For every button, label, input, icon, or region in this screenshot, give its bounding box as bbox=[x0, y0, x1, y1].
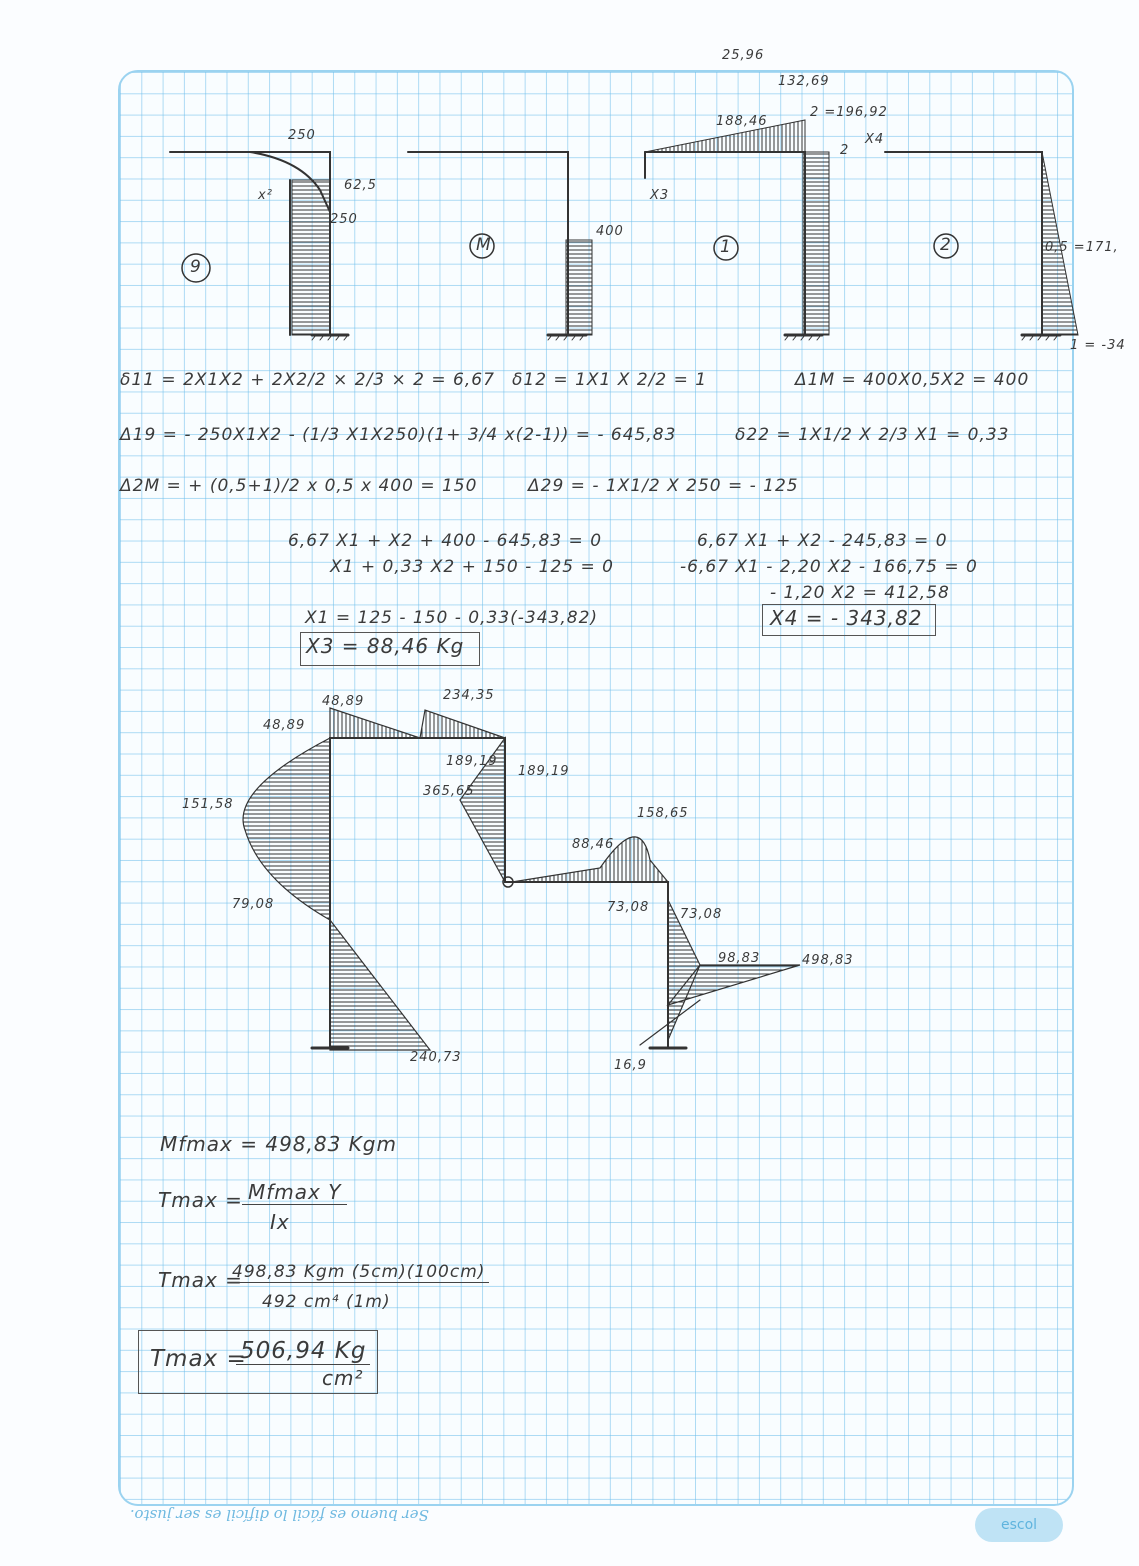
md-label-4889-a: 48,89 bbox=[263, 718, 306, 733]
md-label-4889-b: 48,89 bbox=[322, 694, 365, 709]
result-omax-den: Ix bbox=[270, 1210, 290, 1234]
eq-delta1m: Δ1M = 400X0,5X2 = 400 bbox=[795, 370, 1030, 390]
diagram-2-label-2: 2 bbox=[840, 143, 850, 158]
md-label-8846: 88,46 bbox=[572, 837, 615, 852]
eq-delta22: δ22 = 1X1/2 X 2/3 X1 = 0,33 bbox=[735, 425, 1010, 445]
eq-system-2: X1 + 0,33 X2 + 150 - 125 = 0 bbox=[330, 557, 614, 577]
eq-delta19: Δ19 = - 250X1X2 - (1/3 X1X250)(1+ 3/4 x(2-1)) = - 645,83 bbox=[120, 425, 677, 445]
md-label-18919-a: 189,19 bbox=[446, 754, 498, 769]
eq-delta12: δ12 = 1X1 X 2/2 = 1 bbox=[512, 370, 708, 390]
md-label-15158: 151,58 bbox=[182, 797, 234, 812]
diagram-2-marker: 2 bbox=[940, 235, 952, 255]
diagram-1-frame bbox=[645, 120, 829, 340]
md-label-7908: 79,08 bbox=[232, 897, 275, 912]
eq-system-1: 6,67 X1 + X2 + 400 - 645,83 = 0 bbox=[288, 531, 603, 551]
eq-x1-line: X1 = 125 - 150 - 0,33(-343,82) bbox=[305, 608, 599, 628]
md-label-36565: 365,65 bbox=[423, 784, 475, 799]
md-label-15865: 158,65 bbox=[637, 806, 689, 821]
diagram-9-label-250: 250 bbox=[288, 128, 316, 143]
result-mfmax: Mfmax = 498,83 Kgm bbox=[160, 1132, 397, 1156]
md-label-9883: 98,83 bbox=[718, 951, 761, 966]
diagram-9-label-625: 62,5 bbox=[344, 178, 377, 193]
diagram-2-label-bottom: 1 = -34 bbox=[1070, 338, 1126, 353]
md-label-7308-b: 73,08 bbox=[680, 907, 723, 922]
eq-delta11: δ11 = 2X1X2 + 2X2/2 × 2/3 × 2 = 6,67 bbox=[120, 370, 495, 390]
result-final-lhs: Tmax = bbox=[150, 1346, 247, 1372]
md-label-49883: 498,83 bbox=[802, 953, 854, 968]
diagram-2-label-x4: X4 bbox=[865, 132, 885, 147]
md-label-24073: 240,73 bbox=[410, 1050, 462, 1065]
result-final-num: 506,94 Kg bbox=[236, 1338, 370, 1365]
eq-delta29: Δ29 = - 1X1/2 X 250 = - 125 bbox=[528, 476, 799, 496]
diagram-9-label-250-side: 250 bbox=[330, 212, 358, 227]
diagram-2-label-side: 0,5 =171, bbox=[1045, 240, 1119, 255]
diagram-m-marker: M bbox=[476, 235, 492, 255]
diagram-9-frame bbox=[170, 152, 348, 340]
result-omax2-lhs: Tmax = bbox=[158, 1268, 243, 1292]
diagram-1-marker: 1 bbox=[720, 237, 732, 257]
top-note-2: 132,69 bbox=[778, 74, 830, 89]
top-note-1: 25,96 bbox=[722, 48, 765, 63]
diagram-m-label-400: 400 bbox=[596, 224, 624, 239]
eq-x3-result: X3 = 88,46 Kg bbox=[306, 634, 465, 658]
diagram-1-label-x3: X3 bbox=[650, 188, 670, 203]
md-label-169: 16,9 bbox=[614, 1058, 647, 1073]
result-omax2-num: 498,83 Kgm (5cm)(100cm) bbox=[228, 1262, 489, 1283]
footer-motto: Ser bueno es fácil lo difícil es ser justo. bbox=[130, 1506, 429, 1524]
result-omax2-den: 492 cm⁴ (1m) bbox=[262, 1292, 391, 1312]
diagram-m-frame bbox=[408, 152, 592, 340]
eq-x4-result: X4 = - 343,82 bbox=[770, 606, 923, 630]
moment-diagram-frame bbox=[243, 708, 800, 1050]
brand-logo: escol bbox=[975, 1508, 1063, 1542]
diagram-1-label-8846: 188,46 bbox=[716, 114, 768, 129]
md-label-7308-a: 73,08 bbox=[607, 900, 650, 915]
md-label-18919-b: 189,19 bbox=[518, 764, 570, 779]
result-omax-num: Mfmax Y bbox=[242, 1180, 347, 1205]
diagram-9-label-x2: x² bbox=[258, 188, 273, 203]
eq-reduced-2: -6,67 X1 - 2,20 X2 - 166,75 = 0 bbox=[680, 557, 978, 577]
result-final-den: cm² bbox=[322, 1366, 364, 1390]
eq-reduced-3: - 1,20 X2 = 412,58 bbox=[770, 583, 950, 603]
eq-delta2m: Δ2M = + (0,5+1)/2 x 0,5 x 400 = 150 bbox=[120, 476, 478, 496]
result-omax-lhs: Tmax = bbox=[158, 1188, 243, 1212]
diagram-9-marker: 9 bbox=[190, 257, 202, 277]
md-label-23435: 234,35 bbox=[443, 688, 495, 703]
eq-reduced-1: 6,67 X1 + X2 - 245,83 = 0 bbox=[697, 531, 948, 551]
diagram-2-label-top: 2 =196,92 bbox=[810, 105, 888, 120]
